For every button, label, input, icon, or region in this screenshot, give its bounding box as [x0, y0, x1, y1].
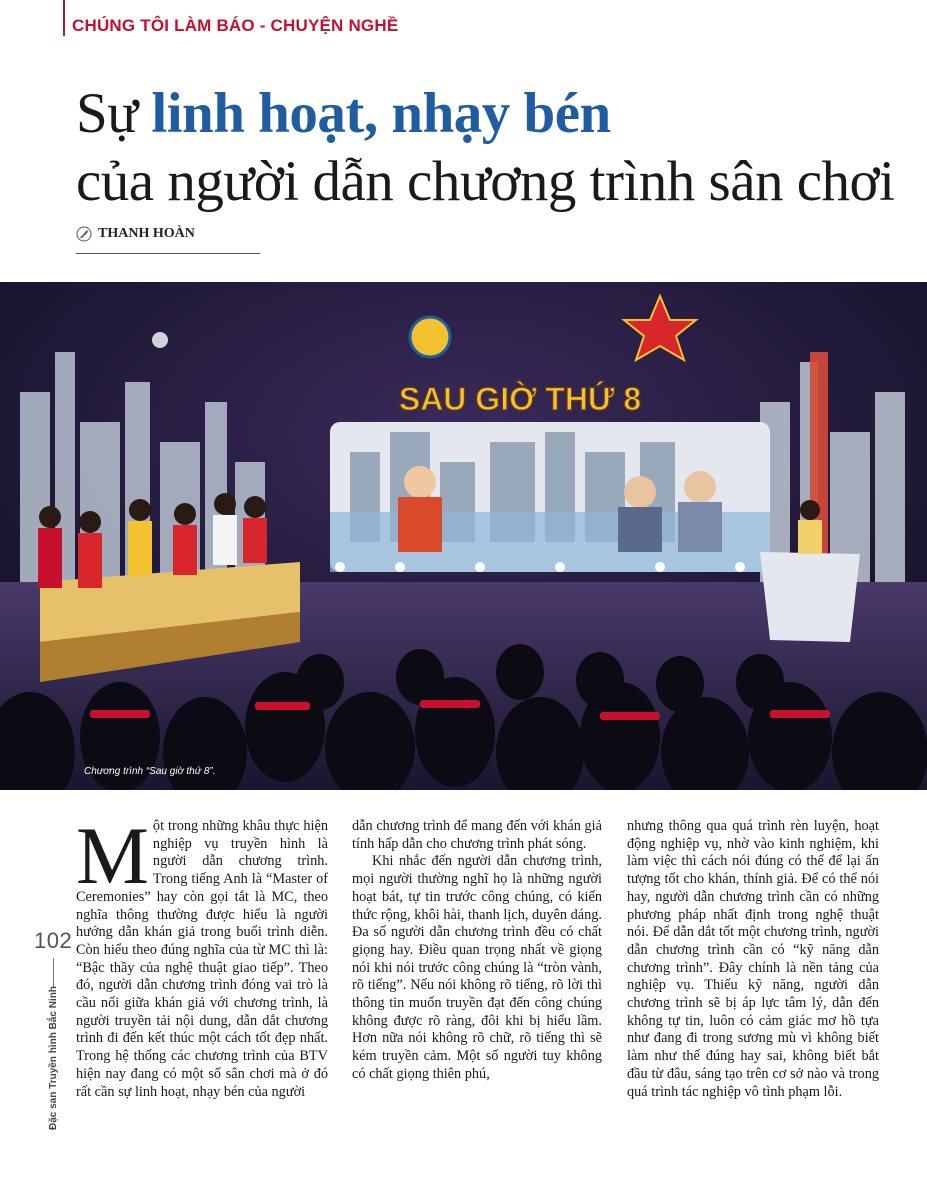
- title-part-1: Sự: [76, 82, 152, 145]
- author-name: THANH HOÀN: [98, 226, 195, 241]
- title-part-2: của người dẫn chương trình sân chơi: [76, 150, 895, 213]
- photo-caption: Chương trình “Sau giờ thứ 8”.: [84, 766, 216, 777]
- paragraph: nhưng thông qua quá trình rèn luyện, hoạt động nghiệp vụ, nhờ vào kinh nghiệm, khi làm việc thì cách nói đúng có thể để lại ấn tượng tốt cho khán, thính giả. Để có thể nói hay, người dẫn chương trình cần có những phương pháp nhất định trong nghệ thuật nói. Để dẫn dắt tốt một chương trình, người dẫn chương trình cần có “kỹ năng dẫn chương trình”. Đây chính là nền tảng của nghiệp vụ. Thiếu kỹ năng, người dẫn chương trình sẽ bị áp lực tâm lý, dẫn đến không tự tin, luôn có cảm giác mơ hồ tựa như đang đi trong sương mù vì không biết làm như thế đúng hay sai, không biết bắt đầu từ đâu, sáng tạo trên cơ sở nào và trong quá trình tác nghiệp vô tình phạm lỗi.: [627, 818, 879, 1100]
- article-title: [76, 80, 916, 216]
- page-number: 102: [34, 928, 73, 953]
- article-photo: [0, 282, 927, 790]
- paragraph: dẫn chương trình để mang đến với khán giả tính hấp dẫn cho chương trình phát sóng.: [352, 818, 602, 852]
- body-column-1: [76, 810, 328, 1101]
- quill-icon: [76, 226, 92, 242]
- paragraph: [76, 810, 328, 1101]
- body-column-2: [352, 818, 602, 1084]
- publication-rule: [53, 958, 54, 988]
- section-label: CHÚNG TÔI LÀM BÁO - CHUYỆN NGHỀ: [72, 16, 399, 35]
- paragraph: Khi nhắc đến người dẫn chương trình, mọi người thường nghĩ họ là những người hoạt bát, tự tin trước công chúng, có kiến thức rộng, khôi hài, thanh lịch, duyên dáng. Đa số người dẫn chương trình đều có chất giọng hay. Điều quan trọng nhất về giọng nói khi nói trước công chúng là “tròn vành, rõ tiếng”. Nếu nói không rõ tiếng, rõ lời thì thông tin muốn truyền đạt đến công chúng không được rõ ràng, đôi khi bị hiểu lầm. Hơn nữa nói không rõ chữ, rõ tiếng thì sẽ kém truyền cảm. Một số người tuy không có chất giọng thiên phú,: [352, 853, 602, 1082]
- tv-studio-image: [0, 282, 927, 790]
- section-rule: [63, 0, 65, 36]
- author-underline: [76, 253, 260, 254]
- body-column-3: [627, 818, 879, 1101]
- drop-cap: M: [76, 810, 149, 901]
- paragraph-text: ột trong những khâu thực hiện nghiệp vụ truyền hình là người dẫn chương trình. Trong tiếng Anh là “Master of Ceremonies” hay còn gọi tắt là MC, theo nghĩa thông thường được hiểu là người hướng dẫn khán giả trong buổi trình diễn. Còn hiểu theo đúng nghĩa của từ MC thì là: “Bậc thầy của nghệ thuật giao tiếp”. Theo đó, người dẫn chương trình đóng vai trò là cầu nối giữa khán giả với chương trình, là người truyền tải nội dung, dẫn dắt chương trình đi đến kết thúc một cách tốt đẹp nhất. Trong hệ thống các chương trình của BTV hiện nay đang có một số sân chơi mà ở đó rất cần sự linh hoạt, nhạy bén của người: [76, 818, 328, 1100]
- title-accent: linh hoạt, nhạy bén: [151, 82, 611, 145]
- publication-name: Đặc san Truyền hình Bắc Ninh: [48, 986, 59, 1130]
- author-byline: [76, 226, 195, 242]
- show-sign: SAU GIỜ THỨ 8: [398, 381, 642, 417]
